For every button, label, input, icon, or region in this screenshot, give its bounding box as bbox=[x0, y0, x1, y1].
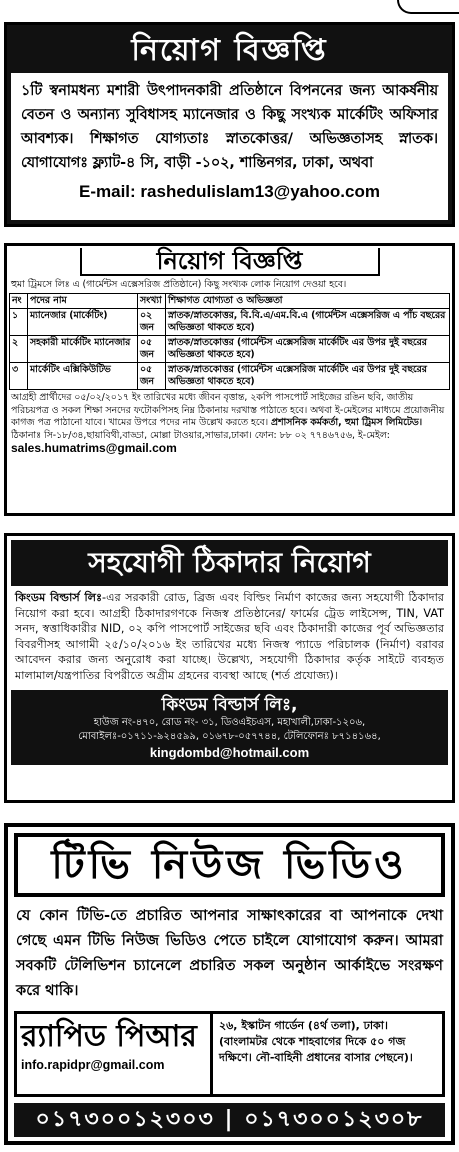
cell-qualification: স্নাতক/স্নাতকোত্তর (গার্মেন্টস এক্সেসরিজ মার্কেটিং এর উপর দুই বছরের অভিজ্ঞতা থাকতে হবে) bbox=[166, 363, 450, 390]
ad-body: যে কোন টিভি-তে প্রচারিত আপনার সাক্ষাৎকারের বা আপনাকে দেখা গেছে এমন টিভি নিউজ ভিডিও পেতে চাইলে যোগাযোগ করুন। আমরা সবকটি টেলিভিশন চ্যানেলে প্রচারিত সকল অনুষ্ঠান আর্কাইভে সংরক্ষণ করে থাকি। bbox=[16, 907, 443, 999]
header-qualification: শিক্ষাগত যোগ্যতা ও অভিজ্ঞতা bbox=[166, 294, 450, 309]
contact-address: ঠিকানাঃ সি-১৮/৩৪,ছায়াবিথী,বাড্ডা, মোল্লা টাওয়ার,সাভার,ঢাকা। ফোন: ৮৮ ০২ ৭৭৪৬৭৫৬, ই-মেইল: bbox=[11, 429, 390, 441]
table-header-row bbox=[10, 294, 450, 309]
header-position: পদের নাম bbox=[28, 294, 138, 309]
cell-position: ম্যানেজার (মার্কেটিং) bbox=[28, 309, 138, 336]
cell-no: ১ bbox=[10, 309, 28, 336]
cell-no: ৩ bbox=[10, 363, 28, 390]
ad-inner bbox=[11, 29, 448, 220]
ad-footer bbox=[9, 390, 450, 457]
cell-no: ২ bbox=[10, 336, 28, 363]
table-row bbox=[10, 363, 450, 390]
phone-numbers: ০১৭৩০০১২৩০৩ | ০১৭৩০০১২৩০৮ bbox=[14, 1103, 445, 1137]
brand-box bbox=[17, 1014, 213, 1094]
cell-count: ০৫ জন bbox=[138, 336, 166, 363]
ad-intro: হুমা ট্রিমসে লিঃ এ (গার্মেন্টস এক্সেসরিজ প্রতিষ্ঠানে) কিছু সংখ্যক লোক নিয়োগ দেওয়া হবে। bbox=[11, 279, 347, 290]
ad-body-text: -এর সরকারী রোড, ব্রিজ এবং বিল্ডিং নির্মাণ কাজের জন্য সহযোগী ঠিকাদার নিয়োগ করা হবে। আগ্রহী ঠিকাদারগণকে নিজস্ব প্রতিষ্ঠানের/ ফার্মের ট্রেড লাইসেন্স, TIN, VAT সনদ, স্বত্তাধিকারীর NID, ০২ কপি পাসপোর্ট সাইজের ছবি এবং ঠিকাদারী কাজের পূর্ব অভিজ্ঞতার বিবরণীসহ আগামী ২৫/১০/২০১৬ ইং তারিখের মধ্যে নিজস্ব প্যাডে পরিচালক (নির্মাণ) বরাবর আবেদন করার জন্য অনুরোধ করা যাচ্ছে। উল্লেখ্য, সহযোগী ঠিকাদার কর্তৃক সাইটে ব্যবহৃত মালামাল/যন্ত্রপাতির বিপরীতে অগ্রীম গ্রহনের ব্যবস্থা আছে (শর্ত প্রযোজ্য)। bbox=[15, 591, 444, 682]
table-row bbox=[10, 309, 450, 336]
cell-position: সহকারী মার্কেটিং ম্যানেজার bbox=[28, 336, 138, 363]
recruitment-ad-huma-trims bbox=[4, 243, 455, 516]
tv-news-video-ad bbox=[4, 823, 455, 1145]
contact-section bbox=[14, 1011, 445, 1097]
cell-qualification: স্নাতক/স্নাতকোত্তর, বি.বি.এ/এম.বি.এ (গার্মেন্টস এক্সেসরিজ এ পাঁচ বছরের অভিজ্ঞতা থাকতে হবে) bbox=[166, 309, 450, 336]
cell-qualification: স্নাতক/স্নাতকোত্তর (গার্মেন্টস এক্সেসরিজ মার্কেটিং এর উপর দুই বছরের অভিজ্ঞতা থাকতে হবে) bbox=[166, 336, 450, 363]
contractor-recruitment-ad bbox=[4, 533, 455, 803]
table-row bbox=[10, 336, 450, 363]
page-curl-decoration bbox=[397, 0, 459, 14]
contact-company: কিংডম বিল্ডার্স লিঃ, bbox=[161, 694, 298, 715]
contact-phones: মোবাইলঃ-০১৭১১-৯২৪৫৯৯, ০১৬৭৮-০৫৭৭৪৪, টেলিফোনঃ ৮৭১৪১৬৪, bbox=[78, 730, 381, 742]
brand-email: info.rapidpr@gmail.com bbox=[21, 1058, 165, 1072]
address-box: ২৬, ইস্কাটন গার্ডেন (৪র্থ তলা), ঢাকা। (বাংলামটর থেকে শাহবাগের দিকে ৫০ গজ দক্ষিণে। নৌ-বাহিনী প্রধানের বাসার পেছনে)। bbox=[219, 1019, 413, 1064]
cell-position: মার্কেটিং এক্সিকিউটিভ bbox=[28, 363, 138, 390]
ad-title: নিয়োগ বিজ্ঞপ্তি bbox=[80, 248, 380, 276]
ad-body bbox=[11, 586, 448, 688]
recruitment-ad-mosquito-net bbox=[4, 22, 455, 227]
contact-officer: প্রশাসনিক কর্মকর্তা, হুমা ট্রিমস লিমিটেড। bbox=[271, 417, 423, 428]
cell-count: ০৫ জন bbox=[138, 363, 166, 390]
ad-title: টিভি নিউজ ভিডিও bbox=[14, 833, 445, 897]
contact-box bbox=[11, 690, 448, 765]
positions-table bbox=[9, 293, 450, 390]
header-no: নং bbox=[10, 294, 28, 309]
company-name: কিংডম বিল্ডার্স লিঃ bbox=[15, 591, 103, 604]
ad-title: সহযোগী ঠিকাদার নিয়োগ bbox=[11, 540, 448, 586]
ad-body: ১টি স্বনামধন্য মশারী উৎপাদনকারী প্রতিষ্ঠানে বিপননের জন্য আকর্ষনীয় বেতন ও অন্যান্য সুবিধাসহ ম্যানেজার ও কিছু সংখ্যক মার্কেটিং অফিসার আবশ্যক। শিক্ষাগত যোগ্যতাঃ স্নাতকোত্তর/ অভিজ্ঞতাসহ স্নাতক। যোগাযোগঃ ফ্ল্যাট-৪ সি, বাড়ী -১০২, শান্তিনগর, ঢাকা, অথবা bbox=[21, 83, 438, 171]
cell-count: ০২ জন bbox=[138, 309, 166, 336]
contact-email: sales.humatrims@gmail.com bbox=[11, 441, 177, 455]
ad-title: নিয়োগ বিজ্ঞপ্তি bbox=[11, 29, 448, 73]
brand-name: র‍্যাপিড পিআর bbox=[21, 1019, 197, 1054]
header-count: সংখ্যা bbox=[138, 294, 166, 309]
contact-email: kingdombd@hotmail.com bbox=[149, 744, 310, 760]
ad-email: E-mail: rashedulislam13@yahoo.com bbox=[79, 182, 380, 201]
contact-address: হাউজ নং-৪৭০, রোড নং- ৩১, ডিওএইচএস, মহাখালী,ঢাকা-১২০৬, bbox=[93, 716, 366, 728]
application-instructions: আগ্রহী প্রার্থীদের ০৫/০২/২০১৭ ইং তারিখের মধ্যে জীবন বৃত্তান্ত, ২কপি পাসপোর্ট সাইজের রঙিন ছবি, জাতীয় পরিচয়পত্র ও সকল শিক্ষা সনদের ফটোকপিসহ নিম্ন ঠিকানায় দরখাস্ত পাঠাতে হবে। অথবা ই-মেইলের মাধ্যমে প্রয়োজনীয় কাগজ পত্র পাঠানো যাবে। খামের উপরে পদের নাম উল্লেখ করতে হবে। bbox=[11, 392, 445, 428]
